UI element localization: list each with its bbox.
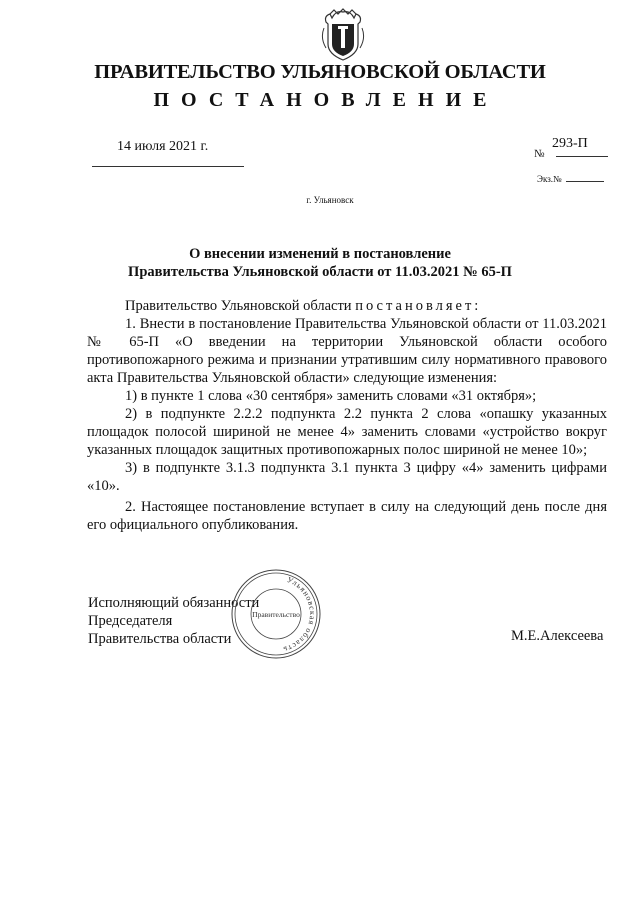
city-name: г. Ульяновск: [306, 195, 354, 205]
date-underline: [92, 166, 244, 167]
stamp-ring-text: Ульяновская область: [281, 575, 318, 655]
document-type: ПОСТАНОВЛЕНИЕ: [153, 89, 499, 111]
signature-line-1: Исполняющий обязанности: [88, 595, 260, 611]
title-line-1: О внесении изменений в постановление: [189, 246, 451, 262]
signature-line-2: Председателя: [88, 613, 173, 629]
document-title: [120, 245, 520, 281]
signature-line-3: Правительства области: [88, 631, 232, 647]
signer-name: М.Е.Алексеева: [511, 628, 604, 644]
paragraph-1-2: 2) в подпункте 2.2.2 подпункта 2.2 пункта 2 слова «опашку указанных площадок полосой шириной не менее 4» заменить словами «устройство вокруг указанных площадок защитных противопожарных полос шириной не менее 10»;: [87, 406, 607, 458]
intro-resolves: постановляет:: [355, 298, 482, 314]
number-underline: [556, 156, 608, 157]
copy-underline: [566, 181, 604, 182]
stamp-center-text: Правительство: [252, 610, 300, 619]
intro-paragraph: [87, 297, 607, 315]
paragraph-2: 2. Настоящее постановление вступает в силу на следующий день после дня его официального опубликования.: [87, 499, 607, 533]
official-stamp: [230, 568, 322, 660]
intro-prefix: Правительство Ульяновской области: [125, 298, 356, 314]
organization-name: ПРАВИТЕЛЬСТВО УЛЬЯНОВСКОЙ ОБЛАСТИ: [94, 61, 546, 83]
copy-label: Экз.№: [537, 174, 562, 184]
document-number: 293-П: [552, 136, 588, 151]
paragraph-1-1: 1) в пункте 1 слова «30 сентября» заменить словами «31 октября»;: [125, 388, 537, 404]
number-sign: №: [534, 148, 545, 160]
document-body: [87, 297, 607, 534]
coat-of-arms-icon: [320, 8, 366, 62]
paragraph-1-3: 3) в подпункте 3.1.3 подпункта 3.1 пункта 3 цифру «4» заменить цифрами «10».: [87, 460, 607, 494]
title-line-2: Правительства Ульяновской области от 11.03.2021 № 65-П: [128, 264, 512, 280]
paragraph-1: 1. Внести в постановление Правительства Ульяновской области от 11.03.2021 № 65-П «О введении на территории Ульяновской области особого противопожарного режима и признании утратившим силу нормативного правового акта Правительства Ульяновской области» следующие изменения:: [87, 316, 607, 386]
document-date: 14 июля 2021 г.: [117, 139, 209, 154]
